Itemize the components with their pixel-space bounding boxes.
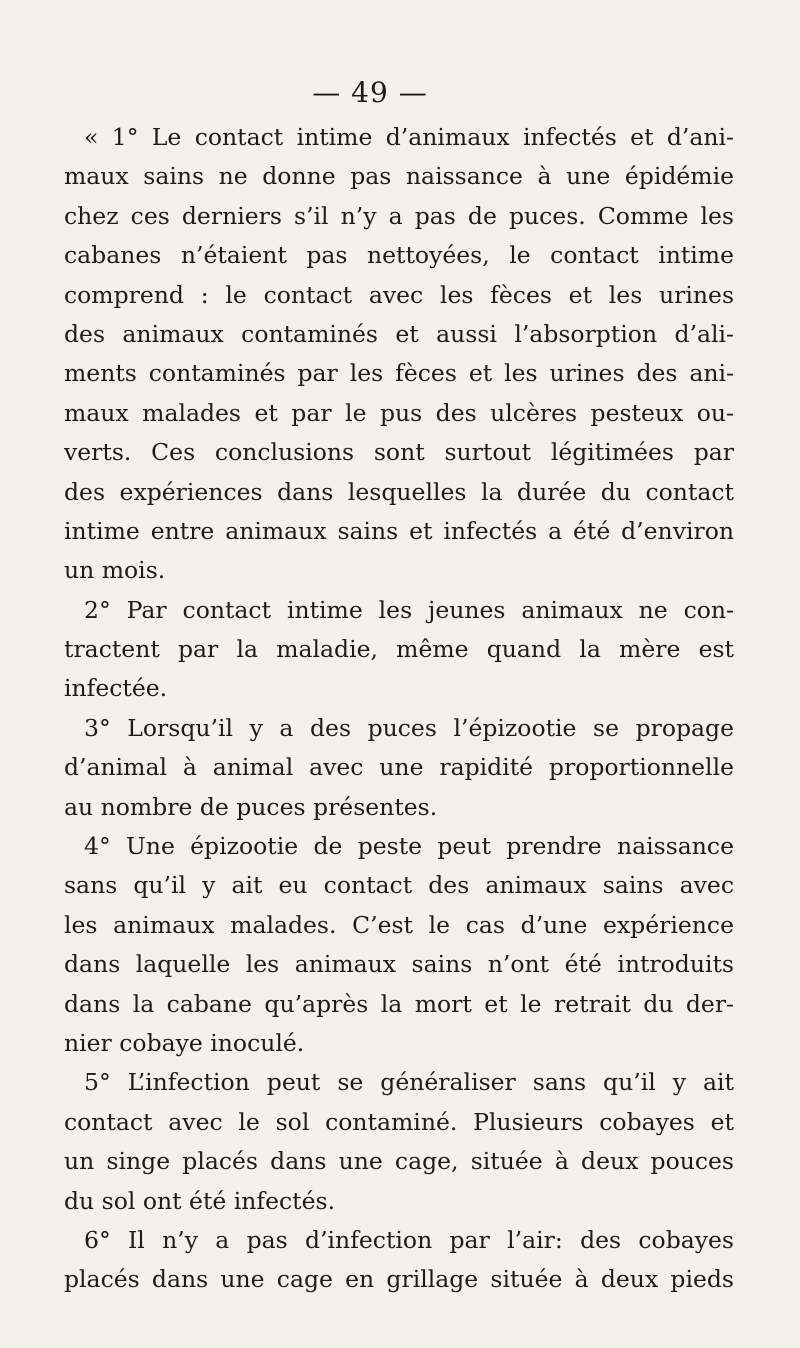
text-line: 3° Lorsqu’il y a des puces l’épizootie se propage	[84, 713, 734, 742]
text-line: maux sains ne donne pas naissance à une épidémie	[64, 162, 734, 191]
body-text	[64, 118, 734, 1300]
text-line: des animaux contaminés et aussi l’absorption d’ali-	[64, 319, 734, 348]
text-line: ments contaminés par les fèces et les urines des ani-	[64, 359, 734, 388]
text-line: du sol ont été infectés.	[64, 1186, 336, 1215]
text-line: un singe placés dans une cage, située à deux pouces	[64, 1147, 734, 1176]
text-line: dans la cabane qu’après la mort et le retrait du der-	[64, 989, 734, 1018]
text-line: d’animal à animal avec une rapidité proportionnelle	[64, 753, 734, 782]
text-line: sans qu’il y ait eu contact des animaux sains avec	[64, 871, 734, 900]
text-line: verts. Ces conclusions sont surtout légitimées par	[64, 438, 734, 467]
text-line: chez ces derniers s’il n’y a pas de puces. Comme les	[64, 201, 734, 230]
text-line: dans laquelle les animaux sains n’ont été introduits	[64, 950, 734, 979]
text-line: 2° Par contact intime les jeunes animaux ne con-	[84, 595, 734, 624]
text-line: cabanes n’étaient pas nettoyées, le contact intime	[64, 241, 734, 270]
text-line: au nombre de puces présentes.	[64, 792, 438, 821]
text-line: 4° Une épizootie de peste peut prendre naissance	[84, 832, 734, 861]
text-line: tractent par la maladie, même quand la mère est	[64, 635, 734, 664]
text-line: 6° Il n’y a pas d’infection par l’air: des cobayes	[84, 1225, 734, 1254]
text-line: intime entre animaux sains et infectés a été d’environ	[64, 516, 734, 545]
text-line: infectée.	[64, 674, 168, 703]
text-line: les animaux malades. C’est le cas d’une expérience	[64, 910, 734, 939]
text-line: « 1° Le contact intime d’animaux infectés et d’ani-	[84, 123, 734, 151]
text-line: maux malades et par le pus des ulcères pesteux ou-	[64, 398, 734, 427]
text-line: des expériences dans lesquelles la durée du contact	[64, 477, 734, 506]
text-line: nier cobaye inoculé.	[64, 1028, 305, 1057]
text-line: contact avec le sol contaminé. Plusieurs cobayes et	[64, 1107, 734, 1136]
page-number: — 49 —	[312, 76, 428, 109]
text-line: un mois.	[64, 556, 166, 585]
text-line: 5° L’infection peut se généraliser sans qu’il y ait	[84, 1068, 734, 1097]
text-line: placés dans une cage en grillage située à deux pieds	[64, 1265, 734, 1294]
text-line: comprend : le contact avec les fèces et les urines	[64, 280, 734, 309]
